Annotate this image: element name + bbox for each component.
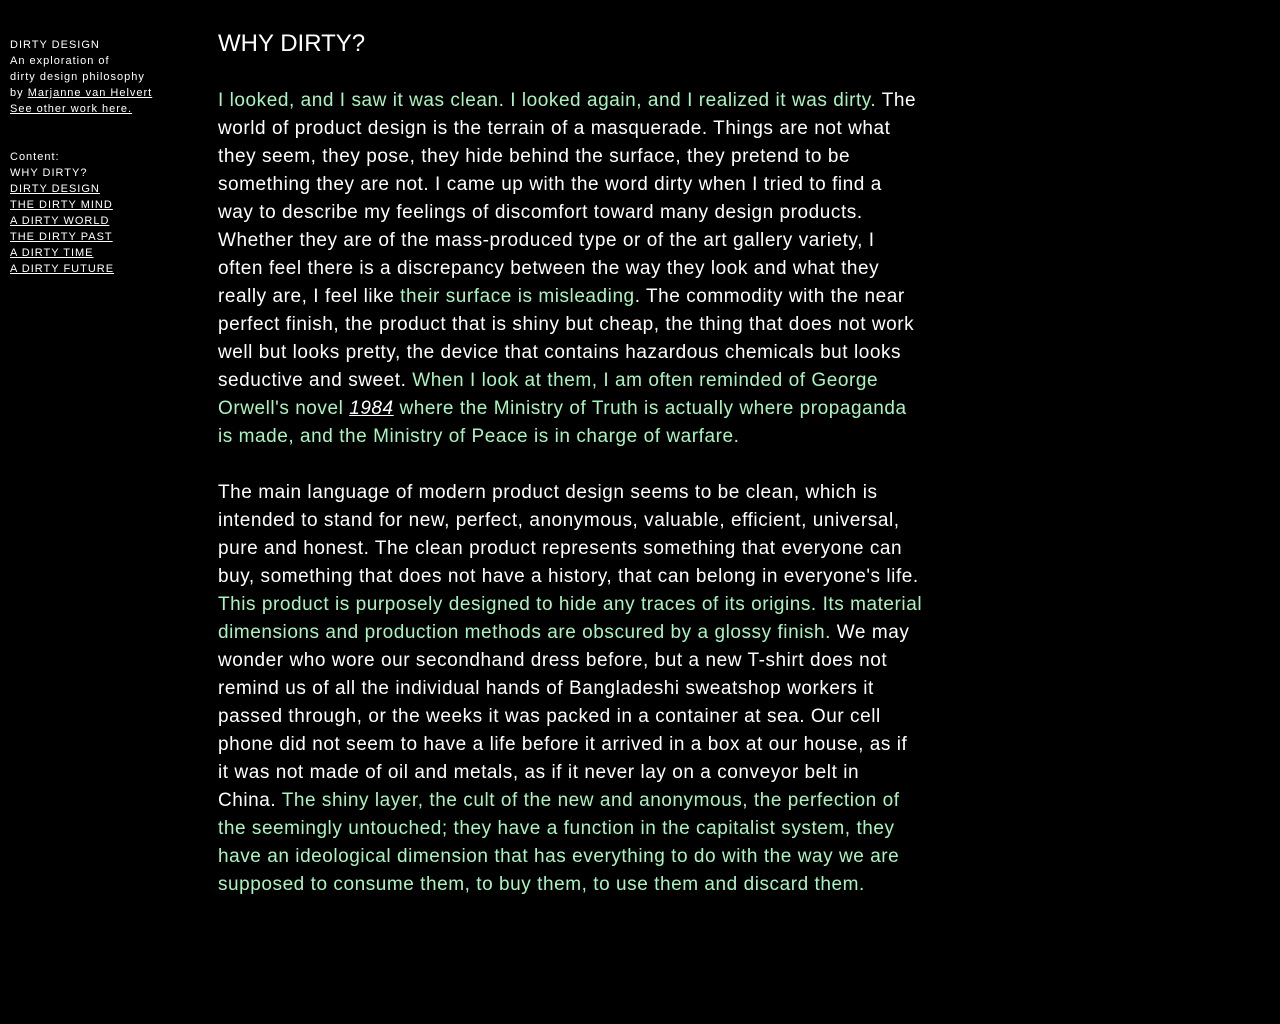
body-text: The world of product design is the terrain of a masquerade. Things are not what they seem, they pose, they hide behind the surface, they pretend to be something they are not. I came up with the word dirty when I tried to find a way to describe my feelings of discomfort toward many design products. Whether they are of the mass-produced type or of the art gallery variety, I often feel there is a discrepancy between the way they look and what they really are, I feel like [218,90,917,307]
author-link[interactable]: Marjanne van Helvert [27,87,153,99]
sidebar-spacer [10,117,190,149]
site-title: DIRTY DESIGN [10,39,100,51]
nav-link-dirty-time[interactable]: A DIRTY TIME [10,247,94,259]
page-title: WHY DIRTY? [218,30,366,57]
highlighted-text: where the Ministry of Truth is actually where propaganda is made, and the Ministry of Peace is in charge of warfare. [218,398,907,447]
nav-link-dirty-past[interactable]: THE DIRTY PAST [10,231,113,243]
nav-link-dirty-world[interactable]: A DIRTY WORLD [10,215,110,227]
main-content [218,28,923,927]
nav-item-dirty-world [10,213,190,229]
body-text: The main language of modern product design seems to be clean, which is intended to stand for new, perfect, anonymous, valuable, efficient, universal, pure and honest. The clean product represents something that everyone can buy, something that does not have a history, that can belong in everyone's life. [218,482,919,587]
highlighted-text: I looked, and I saw it was clean. I looked again, and I realized it was dirty. [218,90,877,111]
nav-link-dirty-design[interactable]: DIRTY DESIGN [10,183,100,195]
nav-item-dirty-future [10,261,190,277]
paragraph-1 [218,87,923,451]
nav-link-dirty-mind[interactable]: THE DIRTY MIND [10,199,113,211]
tagline-line-2: dirty design philosophy [10,71,145,83]
highlighted-text: This product is purposely designed to hide any traces of its origins. Its material dimensions and production methods are obscured by a glossy finish. [218,594,923,643]
nav-item-dirty-past [10,229,190,245]
author-line [10,85,190,101]
body-text: . The commodity with the near perfect finish, the product that is shiny but cheap, the thing that does not work well but looks pretty, the device that contains hazardous chemicals but looks seductive and sweet. [218,286,915,391]
other-work-link[interactable]: See other work here. [10,103,133,115]
tagline-line-1: An exploration of [10,55,110,67]
nav-link-dirty-future[interactable]: A DIRTY FUTURE [10,263,115,275]
highlighted-text: When I look at them, I am often reminded of George Orwell's novel [218,370,879,419]
highlighted-text: The shiny layer, the cult of the new and anonymous, the perfection of the seemingly untouched; they have a function in the capitalist system, they have an ideological dimension that has everything to do with the way we are supposed to consume them, to buy them, to use them and discard them. [218,790,900,895]
content-label: Content: [10,151,60,163]
book-link-1984[interactable]: 1984 [349,398,394,419]
body-text: We may wonder who wore our secondhand dress before, but a new T-shirt does not remind us of all the individual hands of Bangladeshi sweatshop workers it passed through, or the weeks it was packed in a container at sea. Our cell phone did not seem to have a life before it arrived in a box at our house, as if it was not made of oil and metals, as if it never lay on a conveyor belt in China. [218,622,910,811]
nav-item-dirty-time [10,245,190,261]
by-prefix: by [10,87,28,99]
other-work-line [10,101,190,117]
nav-item-dirty-design [10,181,190,197]
highlighted-text: their surface is misleading [400,286,635,307]
nav-item-dirty-mind [10,197,190,213]
sidebar [10,37,190,277]
paragraph-2 [218,479,923,899]
nav-item-current: WHY DIRTY? [10,167,88,179]
